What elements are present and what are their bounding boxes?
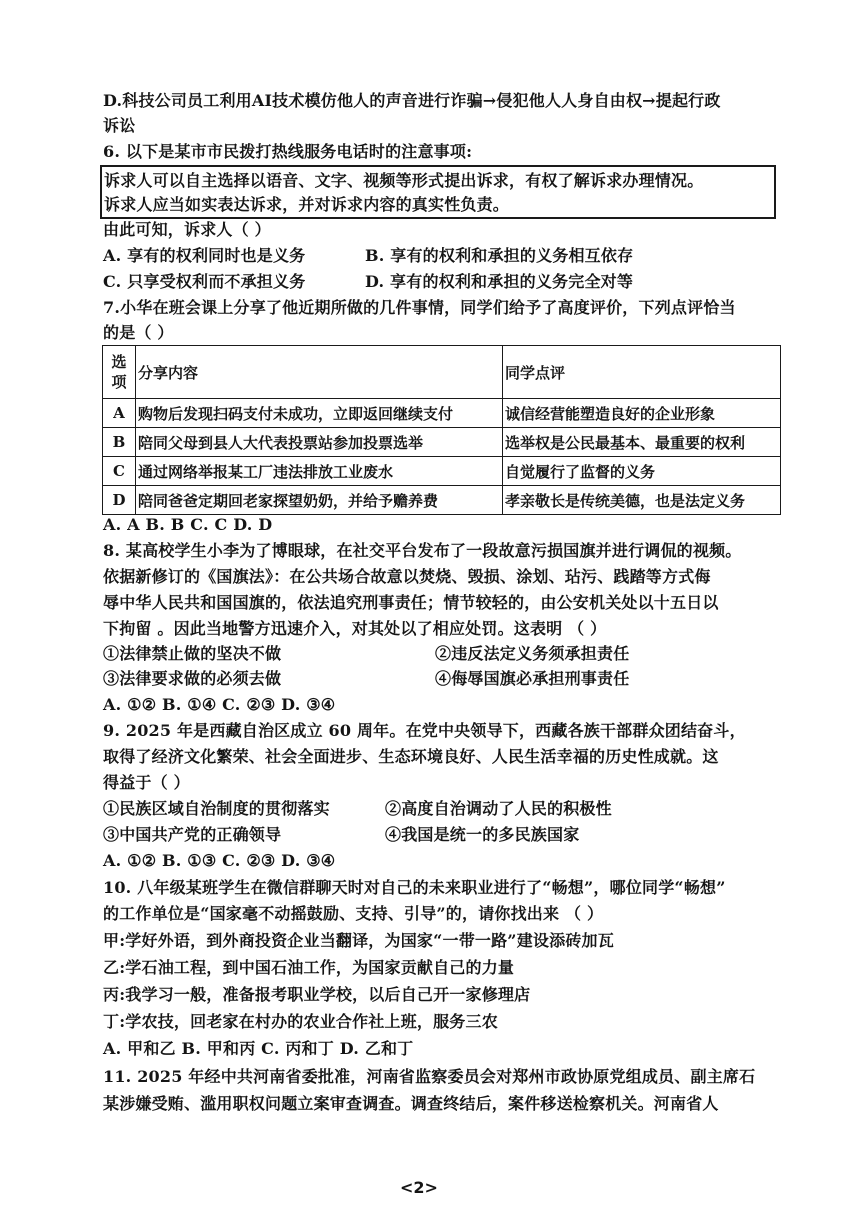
q7-table [102,345,781,515]
q6-notice-box [100,165,776,219]
table-row [103,457,781,486]
q6-option-a: A. 享有的权利同时也是义务 [103,246,306,265]
q8-choice-2: ②违反法定义务须承担责任 [435,644,630,663]
q10-option-jia: 甲:学好外语，到外商投资企业当翻译，为国家“一带一路”建设添砖加瓦 [103,931,614,950]
table-row [103,428,781,457]
q9-stem-line1: 9. 2025 年是西藏自治区成立 60 周年。在党中央领导下，西藏各族干部群众团结奋斗， [103,721,746,740]
q7-header-comment: 同学点评 [503,346,781,399]
table-row [103,399,781,428]
q9-choice-4: ④我国是统一的多民族国家 [385,825,580,844]
q10-option-bing: 丙:我学习一般，准备报考职业学校，以后自己开一家修理店 [103,985,531,1004]
q7-header-option-char2: 项 [111,373,127,391]
q6-question: 由此可知，诉求人（ ） [103,220,271,239]
q9-choice-2: ②高度自治调动了人民的积极性 [385,799,612,818]
q8-choice-3: ③法律要求做的必须去做 [103,669,282,688]
q7-row-option: D [103,486,136,515]
q10-stem-line2: 的工作单位是“国家毫不动摇鼓励、支持、引导”的，请你找出来 （ ） [103,904,604,923]
q8-stem-line3: 辱中华人民共和国国旗的，依法追究刑事责任；情节较轻的，由公安机关处以十五日以 [103,593,719,612]
q8-choice-4: ④侮辱国旗必承担刑事责任 [435,669,630,688]
q7-row-option: B [103,428,136,457]
page-number: <2> [400,1178,438,1197]
q7-row-share: 通过网络举报某工厂违法排放工业废水 [136,457,503,486]
q7-row-comment: 选举权是公民最基本、最重要的权利 [503,428,781,457]
q8-stem-line1: 8. 某高校学生小李为了博眼球，在社交平台发布了一段故意污损国旗并进行调侃的视频。 [103,541,742,560]
q7-row-option: C [103,457,136,486]
q7-row-comment: 孝亲敬长是传统美德，也是法定义务 [503,486,781,515]
q8-stem-line2: 依据新修订的《国旗法》：在公共场合故意以焚烧、毁损、涂划、玷污、践踏等方式侮 [103,567,711,586]
q6-option-c: C. 只享受权利而不承担义务 [103,272,306,291]
q7-header-option-char1: 选 [111,353,127,371]
q7-row-share: 陪同爸爸定期回老家探望奶奶，并给予赡养费 [136,486,503,515]
q7-answers: A. A B. B C. C D. D [103,515,273,534]
q6-option-d: D. 享有的权利和承担的义务完全对等 [365,272,634,291]
q7-table-header [103,346,781,399]
q7-row-comment: 自觉履行了监督的义务 [503,457,781,486]
q6-stem: 6. 以下是某市市民拨打热线服务电话时的注意事项: [103,142,473,161]
q5-option-d-line2: 诉讼 [103,116,136,135]
q6-option-b: B. 享有的权利和承担的义务相互依存 [365,246,634,265]
q9-stem-line2: 取得了经济文化繁荣、社会全面进步、生态环境良好、人民生活幸福的历史性成就。这 [103,747,719,766]
q10-option-yi: 乙:学石油工程，到中国石油工作，为国家贡献自己的力量 [103,958,515,977]
q8-stem-line4: 下拘留 。因此当地警方迅速介入，对其处以了相应处罚。这表明 （ ） [103,619,607,638]
q9-choice-1: ①民族区域自治制度的贯彻落实 [103,799,330,818]
q7-row-option: A [103,399,136,428]
q10-answers: A. 甲和乙 B. 甲和丙 C. 丙和丁 D. 乙和丁 [103,1039,414,1058]
table-row [103,486,781,515]
q7-row-share: 陪同父母到县人大代表投票站参加投票选举 [136,428,503,457]
q7-stem-line2: 的是（ ） [103,323,174,342]
q9-choice-3: ③中国共产党的正确领导 [103,825,282,844]
q8-answers: A. ①② B. ①④ C. ②③ D. ③④ [103,695,336,714]
q9-answers: A. ①② B. ①③ C. ②③ D. ③④ [103,851,336,870]
q6-notice-line2: 诉求人应当如实表达诉求，并对诉求内容的真实性负责。 [104,195,510,214]
q10-stem-line1: 10. 八年级某班学生在微信群聊天时对自己的未来职业进行了“畅想”，哪位同学“畅想” [103,878,726,897]
q7-header-share: 分享内容 [136,346,503,399]
q7-header-option [103,346,136,399]
q6-notice-line1: 诉求人可以自主选择以语音、文字、视频等形式提出诉求，有权了解诉求办理情况。 [104,171,704,190]
q8-choice-1: ①法律禁止做的坚决不做 [103,644,282,663]
q10-option-ding: 丁:学农技，回老家在村办的农业合作社上班，服务三农 [103,1012,498,1031]
q11-stem-line1: 11. 2025 年经中共河南省委批准，河南省监察委员会对郑州市政协原党组成员、副主席石 [103,1067,756,1086]
q5-option-d-line1: D.科技公司员工利用AI技术模仿他人的声音进行诈骗→侵犯他人人身自由权→提起行政 [103,91,721,110]
q7-stem-line1: 7.小华在班会课上分享了他近期所做的几件事情，同学们给予了高度评价，下列点评恰当 [103,298,736,317]
q7-row-comment: 诚信经营能塑造良好的企业形象 [503,399,781,428]
q11-stem-line2: 某涉嫌受贿、滥用职权问题立案审查调查。调查终结后，案件移送检察机关。河南省人 [103,1094,719,1113]
q7-row-share: 购物后发现扫码支付未成功，立即返回继续支付 [136,399,503,428]
q9-stem-line3: 得益于（ ） [103,773,190,792]
